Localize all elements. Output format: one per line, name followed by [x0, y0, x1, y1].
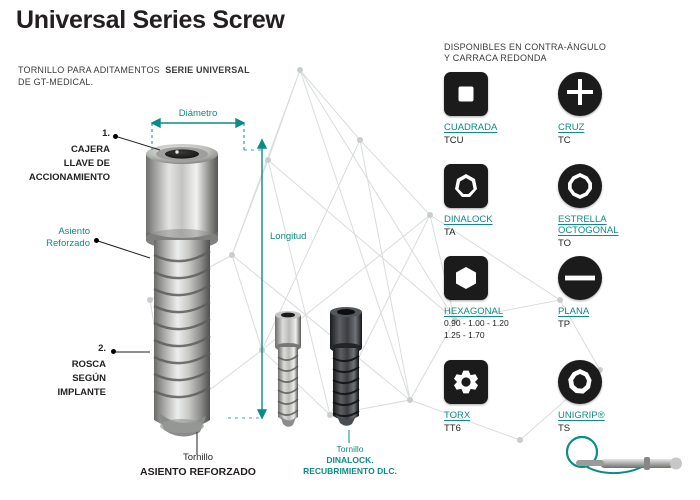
driver-name[interactable]: CUADRADA [444, 122, 498, 133]
flat-driver-icon [558, 256, 602, 300]
page-title: Universal Series Screw [16, 6, 285, 34]
hexagonal-driver-icon [444, 256, 488, 300]
driver-name[interactable]: DINALOCK [444, 214, 493, 225]
callout-seat-line2: Reforzado [46, 238, 90, 249]
torx-driver-icon [444, 360, 488, 404]
driver-code: TP [558, 319, 571, 330]
right-column-header [444, 42, 606, 64]
callout-2-number: 2. [98, 343, 106, 354]
octagonal-star-driver-icon [558, 164, 602, 208]
driver-code: TT6 [444, 423, 461, 434]
driver-name[interactable]: CRUZ [558, 122, 585, 133]
main-screw-label-line2: ASIENTO REFORZADO [140, 466, 256, 478]
callout-seat-line1: Asiento [58, 226, 90, 237]
driver-name[interactable]: PLANA [558, 306, 590, 317]
dinalock-screw-label-line1: Tornillo [336, 444, 364, 454]
cross-driver-icon [558, 72, 602, 116]
left-caption-line2: DE GT-MEDICAL. [18, 77, 94, 87]
dimension-length-label: Longitud [270, 231, 307, 242]
right-header-line2: Y CARRACA REDONDA [444, 53, 547, 63]
callout-2-line3: IMPLANTE [57, 387, 106, 398]
driver-tool-illustration [540, 432, 690, 488]
driver-item-cuadrada[interactable] [444, 72, 554, 146]
callout-2-line2: SEGÚN [72, 373, 106, 384]
driver-item-cruz[interactable] [558, 72, 668, 146]
left-caption-line1a: TORNILLO PARA ADITAMENTOS [18, 65, 160, 75]
driver-item-plana[interactable] [558, 256, 668, 330]
callout-2-line1: ROSCA [71, 359, 106, 370]
right-header-line1: DISPONIBLES EN CONTRA-ÁNGULO [444, 42, 607, 52]
dinalock-screw-label-line3: RECUBRIMIENTO DLC. [303, 466, 397, 476]
callout-dot-1 [113, 134, 118, 139]
driver-code-second-line: 1.25 - 1.70 [444, 330, 485, 340]
driver-item-hexagonal[interactable] [444, 256, 554, 341]
unigrip-driver-icon [558, 360, 602, 404]
callout-1-line2: LLAVE DE [63, 158, 110, 169]
driver-name[interactable]: UNIGRIP® [558, 410, 605, 421]
driver-item-dinalock[interactable] [444, 164, 554, 238]
callout-dot-seat [94, 238, 99, 243]
driver-code: TCU [444, 135, 464, 146]
main-screw-label-line1: Tornillo [182, 452, 214, 463]
driver-item-estrella-octogonal[interactable] [558, 164, 668, 249]
driver-code: TA [444, 227, 456, 238]
dinalock-driver-icon [444, 164, 488, 208]
driver-name[interactable]: TORX [444, 410, 471, 421]
driver-item-torx[interactable] [444, 360, 554, 434]
driver-code: TS [558, 423, 571, 434]
callout-1-line1: CAJERA [70, 144, 110, 155]
driver-code: 0.90 - 1.00 - 1.20 [444, 318, 509, 328]
callout-dot-2 [111, 349, 116, 354]
driver-code: TO [558, 238, 572, 249]
callout-1-number: 1. [102, 128, 110, 139]
driver-name[interactable]: HEXAGONAL [444, 306, 504, 317]
left-caption-line1b: SERIE UNIVERSAL [165, 65, 250, 75]
dinalock-screw-label-line2: DINALOCK. [326, 455, 374, 465]
driver-code: TC [558, 135, 571, 146]
driver-name[interactable]: ESTRELLA OCTOGONAL [558, 214, 619, 236]
square-driver-icon [444, 72, 488, 116]
callout-1-line3: ACCIONAMIENTO [28, 172, 110, 183]
dimension-diameter-label: Diámetro [178, 108, 218, 119]
driver-item-unigrip[interactable] [558, 360, 668, 434]
